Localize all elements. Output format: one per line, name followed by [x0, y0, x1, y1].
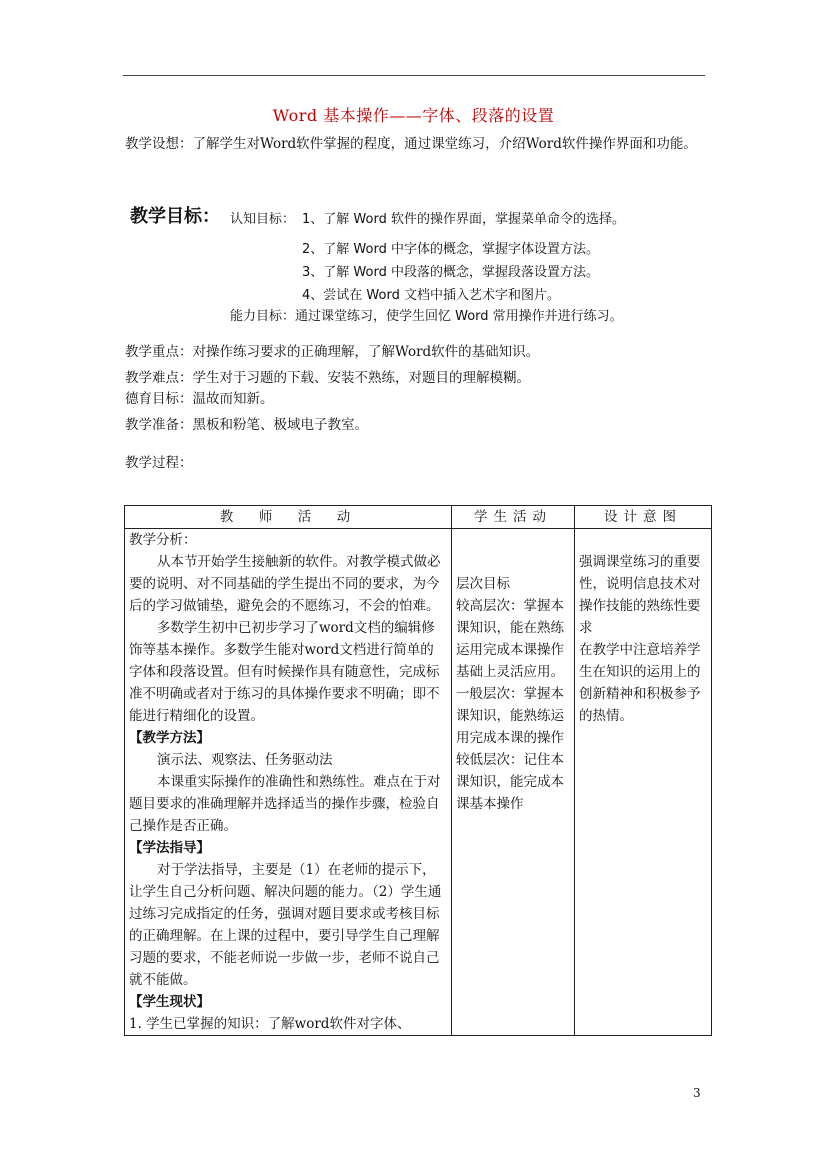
- intent-line: 在教学中注意培养学生在知识的运用上的创新精神和积极参予的热情。: [579, 642, 701, 724]
- page-title: Word 基本操作——字体、段落的设置: [272, 106, 555, 125]
- header-student: 学生活动: [452, 506, 575, 529]
- page-number: 3: [693, 1086, 701, 1100]
- design-intent-cell: [575, 529, 712, 1036]
- student-activity-cell: [452, 529, 575, 1036]
- teacher-paragraph: 从本节开始学生接触新的软件。对教学模式做必要的说明、对不同基础的学生提出不同的要求，为今后的学习做铺垫，避免会的不愿练习，不会的怕难。: [129, 554, 441, 614]
- preparation: 教学准备：黑板和粉笔、极域电子教室。: [125, 417, 368, 433]
- knowledge-label: 认知目标：: [230, 212, 296, 227]
- student-line: 较低层次：记住本课知识，能完成本课基本操作: [456, 752, 564, 812]
- key-points: 教学重点：对操作练习要求的正确理解，了解Word软件的基础知识。: [125, 344, 540, 360]
- student-line: 层次目标: [456, 576, 510, 592]
- ability-goal: 能力目标：通过课堂练习，使学生回忆 Word 常用操作并进行练习。: [230, 309, 623, 324]
- teacher-paragraph: 演示法、观察法、任务驱动法: [157, 752, 333, 768]
- header-intent: 设计意图: [575, 506, 712, 529]
- teacher-paragraph: 本课重实际操作的准确性和熟练性。难点在于对题目要求的准确理解并选择适当的操作步骤，检验自己操作是否正确。: [129, 774, 441, 834]
- teacher-paragraph: 对于学法指导，主要是（1）在老师的提示下，让学生自己分析问题、解决问题的能力。（2）学生通过练习完成指定的任务，强调对题目要求或考核目标的正确理解。在上课的过程中，要引导学生自己理解习题的要求，不能老师说一步做一步，老师不说自己就不能做。: [129, 862, 442, 988]
- teacher-activity-cell: [125, 529, 452, 1036]
- goals-heading: 教学目标：: [130, 206, 220, 227]
- moral-goal: 德育目标：温故而知新。: [125, 391, 274, 407]
- goal-item: 2、了解 Word 中字体的概念，掌握字体设置方法。: [302, 242, 599, 257]
- difficulty: 教学难点：学生对于习题的下载、安装不熟练，对题目的理解模糊。: [125, 370, 530, 386]
- teacher-paragraph: 教学分析：: [129, 532, 197, 548]
- teaching-goals-image: [130, 198, 690, 328]
- section-heading: 【学生现状】: [129, 994, 210, 1010]
- goal-item: 3、了解 Word 中段落的概念，掌握段落设置方法。: [302, 265, 599, 280]
- student-line: 较高层次：掌握本课知识，能在熟练运用完成本课操作基础上灵活应用。: [456, 598, 564, 680]
- table-row: [125, 529, 712, 1036]
- lesson-plan-table: [124, 505, 712, 1036]
- student-line: 一般层次：掌握本课知识，能熟练运用完成本课的操作: [456, 686, 564, 746]
- goal-item: 4、尝试在 Word 文档中插入艺术字和图片。: [302, 288, 560, 303]
- teacher-paragraph: 多数学生初中已初步学习了word文档的编辑修饰等基本操作。多数学生能对word文档进行简单的字体和段落设置。但有时候操作具有随意性，完成标准不明确或者对于练习的具体操作要求不明确；即不能进行精细化的设置。: [129, 620, 440, 724]
- teacher-paragraph: 1. 学生已掌握的知识：了解word软件对字体、: [129, 1016, 411, 1032]
- header-teacher: 教 师 活 动: [125, 506, 452, 529]
- section-heading: 【学法指导】: [129, 840, 210, 856]
- table-header-row: [125, 506, 712, 529]
- section-heading: 【教学方法】: [129, 730, 210, 746]
- goal-item: 1、了解 Word 软件的操作界面，掌握菜单命令的选择。: [302, 212, 625, 227]
- process-heading: 教学过程：: [125, 455, 193, 471]
- intent-line: 强调课堂练习的重要性，说明信息技术对操作技能的熟练性要求: [579, 554, 701, 636]
- teaching-design: 教学设想：了解学生对Word软件掌握的程度，通过课堂练习，介绍Word软件操作界面和功能。: [125, 136, 697, 152]
- header-rule: [123, 75, 705, 76]
